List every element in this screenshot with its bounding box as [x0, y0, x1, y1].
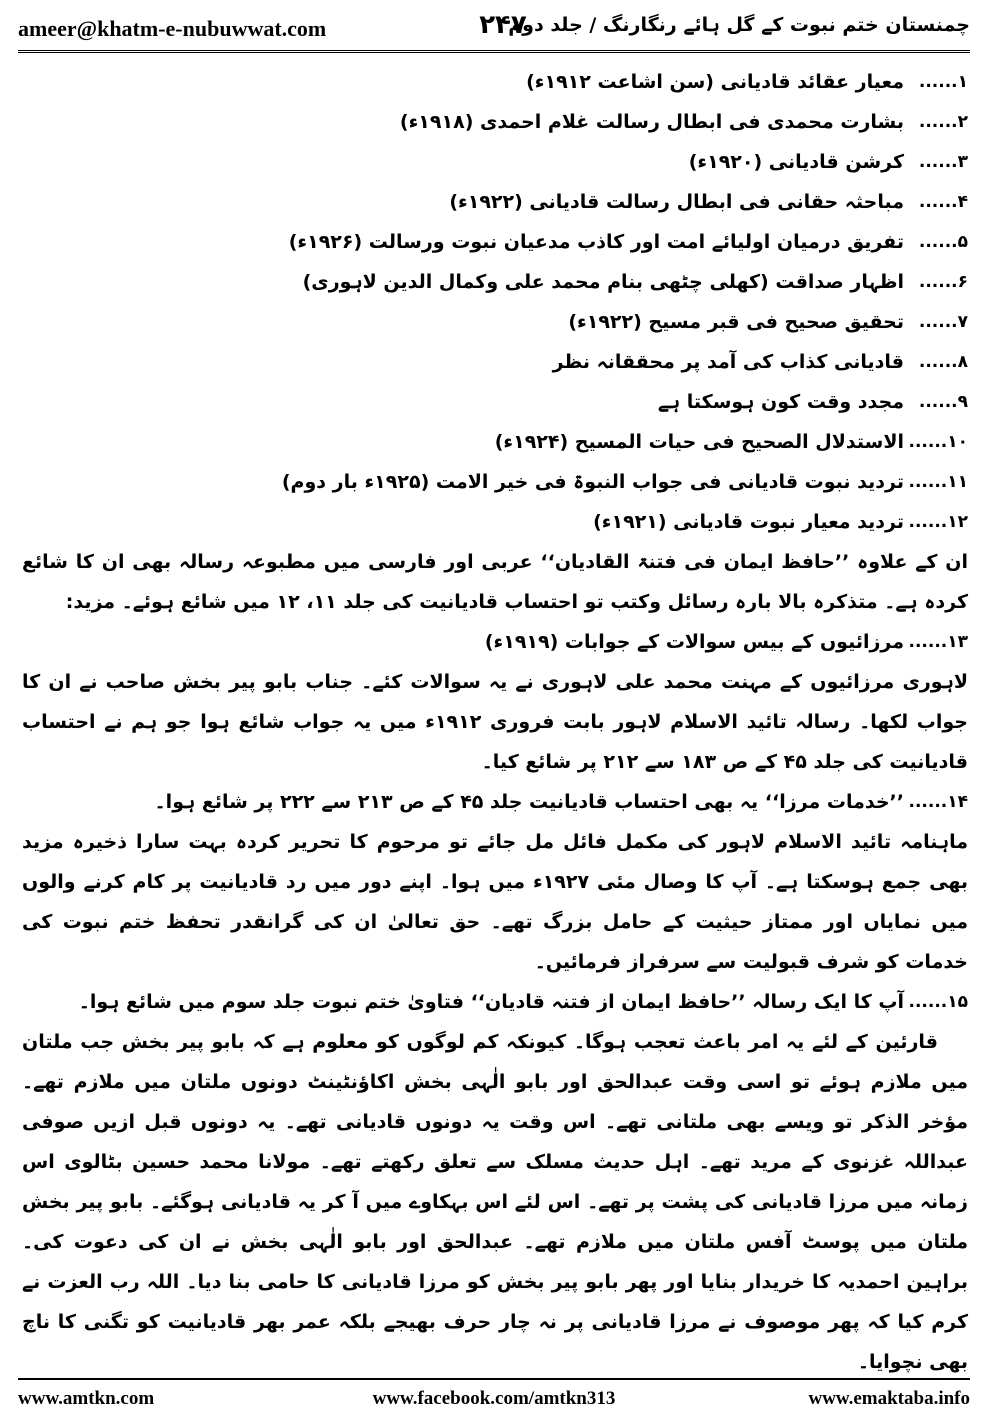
- footer-link-facebook[interactable]: www.facebook.com/amtkn313: [372, 1388, 616, 1409]
- list-number: ۸......: [918, 352, 968, 372]
- list-item: [22, 102, 968, 142]
- list-item: [22, 422, 968, 462]
- footer-link-emaktaba[interactable]: www.emaktaba.info: [808, 1388, 970, 1409]
- list-item-13: [22, 622, 968, 662]
- paragraph-4: قارئین کے لئے یہ امر باعث تعجب ہوگا۔ کیونکہ کم لوگوں کو معلوم ہے کہ بابو پیر بخش جب ملتان میں ملازم ہوئے تو اسی وقت عبدالحق اور بابو الٰہی بخش اکاؤنٹینٹ دونوں ملتان میں ملازم تھے۔ مؤخر الذکر تو ویسے بھی ملتانی تھے۔ اس وقت یہ دونوں قادیانی تھے۔ یہ دونوں قبل ازیں صوفی عبداللہ غزنوی کے مرید تھے۔ اہل حدیث مسلک سے تعلق رکھتے تھے۔ مولانا محمد حسین بٹالوی اس زمانہ میں مرزا قادیانی کی پشت پر تھے۔ اس لئے اس بہکاوے میں آ کر یہ قادیانی ہوگئے۔ بابو پیر بخش ملتان میں پوسٹ آفس ملتان میں ملازم تھے۔ عبدالحق اور بابو الٰہی بخش نے ان کی دعوت کی۔ براہین احمدیہ کا خریدار بنایا اور پھر بابو پیر بخش کو مرزا قادیانی کا حامی بنا دیا۔ اللہ رب العزت نے کرم کیا کہ پھر موصوف نے مرزا قادیانی پر نہ چار حرف بھیجے بلکہ عمر بھر قادیانیت کو تگنی کا ناچ بھی نچوایا۔: [22, 1031, 968, 1373]
- list-number: ۲......: [918, 112, 968, 132]
- book-title: چمنستان ختم نبوت کے گل ہائے رنگارنگ / جلد دوم: [508, 14, 970, 36]
- list-item: [22, 382, 968, 422]
- list-text: الاستدلال الصحیح فی حیات المسیح (۱۹۲۴ء): [494, 431, 904, 453]
- list-number: ۱۵......: [908, 992, 968, 1012]
- list-text: ’’خدمات مرزا‘‘ یہ بھی احتساب قادیانیت جلد ۴۵ کے ص ۲۱۳ سے ۲۲۲ پر شائع ہوا۔: [154, 791, 904, 813]
- list-text: قادیانی کذاب کی آمد پر محققانہ نظر: [552, 351, 904, 373]
- list-item: [22, 62, 968, 102]
- list-text: تفریق درمیان اولیائے امت اور کاذب مدعیان نبوت ورسالت (۱۹۲۶ء): [288, 231, 904, 253]
- list-text: مباحثہ حقانی فی ابطال رسالت قادیانی (۱۹۲۲ء): [449, 191, 904, 213]
- paragraph-1: ان کے علاوہ ’’حافظ ایمان فی فتنۃ القادیان‘‘ عربی اور فارسی میں مطبوعہ رسالہ بھی ان کا شائع کردہ ہے۔ متذکرہ بالا بارہ رسائل وکتب تو احتساب قادیانیت کی جلد ۱۱، ۱۲ میں شائع ہوئے۔ مزید:: [22, 551, 968, 613]
- list-number: ۶......: [918, 272, 968, 292]
- list-number: ۱......: [918, 72, 968, 92]
- list-item: [22, 262, 968, 302]
- list-number: ۱۱......: [908, 472, 968, 492]
- list-number: ۵......: [918, 232, 968, 252]
- list-item: [22, 222, 968, 262]
- list-number: ۱۰......: [908, 432, 968, 452]
- list-item: [22, 182, 968, 222]
- list-item: [22, 142, 968, 182]
- list-item: [22, 502, 968, 542]
- header-email: ameer@khatm-e-nubuwwat.com: [18, 16, 327, 41]
- list-number: ۱۴......: [908, 792, 968, 812]
- list-text: آپ کا ایک رسالہ ’’حافظ ایمان از فتنہ قادیان‘‘ فتاویٰ ختم نبوت جلد سوم میں شائع ہوا۔: [78, 991, 904, 1013]
- list-number: ۱۳......: [908, 632, 968, 652]
- paragraph-2: لاہوری مرزائیوں کے مہنت محمد علی لاہوری نے یہ سوالات کئے۔ جناب بابو پیر بخش صاحب نے ان کا جواب لکھا۔ رسالہ تائید الاسلام لاہور بابت فروری ۱۹۱۲ء میں یہ جواب شائع ہوا جو ہم نے احتساب قادیانیت کی جلد ۴۵ کے ص ۱۸۳ سے ۲۱۲ پر شائع کیا۔: [22, 671, 968, 773]
- page-footer: [18, 1378, 970, 1416]
- list-number: ۴......: [918, 192, 968, 212]
- paragraph-3: ماہنامہ تائید الاسلام لاہور کی مکمل فائل مل جائے تو مرحوم کا تحریر کردہ بہت سارا ذخیرہ مزید بھی جمع ہوسکتا ہے۔ آپ کا وصال مئی ۱۹۲۷ء میں ہوا۔ اپنے دور میں رد قادیانیت پر کام کرنے والوں میں نمایاں اور ممتاز حیثیت کے حامل بزرگ تھے۔ حق تعالیٰ ان کی گرانقدر تحفظ ختم نبوت کی خدمات کو شرف قبولیت سے سرفراز فرمائیں۔: [22, 831, 968, 973]
- list-text: مرزائیوں کے بیس سوالات کے جوابات (۱۹۱۹ء): [484, 631, 904, 653]
- list-item-15: [22, 982, 968, 1022]
- list-text: کرشن قادیانی (۱۹۲۰ء): [688, 151, 904, 173]
- list-number: ۷......: [918, 312, 968, 332]
- list-text: تردید معیار نبوت قادیانی (۱۹۲۱ء): [593, 511, 904, 533]
- list-text: تحقیق صحیح فی قبر مسیح (۱۹۲۲ء): [568, 311, 904, 333]
- list-text: معیار عقائد قادیانی (سن اشاعت ۱۹۱۲ء): [526, 71, 904, 93]
- page-content: [22, 62, 968, 1373]
- list-text: اظہار صداقت (کھلی چٹھی بنام محمد علی وکمال الدین لاہوری): [302, 271, 904, 293]
- list-text: تردید نبوت قادیانی فی جواب النبوۃ فی خیر الامت (۱۹۲۵ء بار دوم): [281, 471, 904, 493]
- list-number: ۹......: [918, 392, 968, 412]
- list-item: [22, 302, 968, 342]
- list-number: ۳......: [918, 152, 968, 172]
- list-item: [22, 462, 968, 502]
- page-number: ۲۴۷: [479, 10, 527, 40]
- list-item-14: [22, 782, 968, 822]
- footer-link-amtkn[interactable]: www.amtkn.com: [18, 1388, 155, 1409]
- page-header: [18, 10, 970, 53]
- list-item: [22, 342, 968, 382]
- list-text: مجدد وقت کون ہوسکتا ہے: [657, 391, 904, 413]
- list-number: ۱۲......: [908, 512, 968, 532]
- list-text: بشارت محمدی فی ابطال رسالت غلام احمدی (۱۹۱۸ء): [399, 111, 904, 133]
